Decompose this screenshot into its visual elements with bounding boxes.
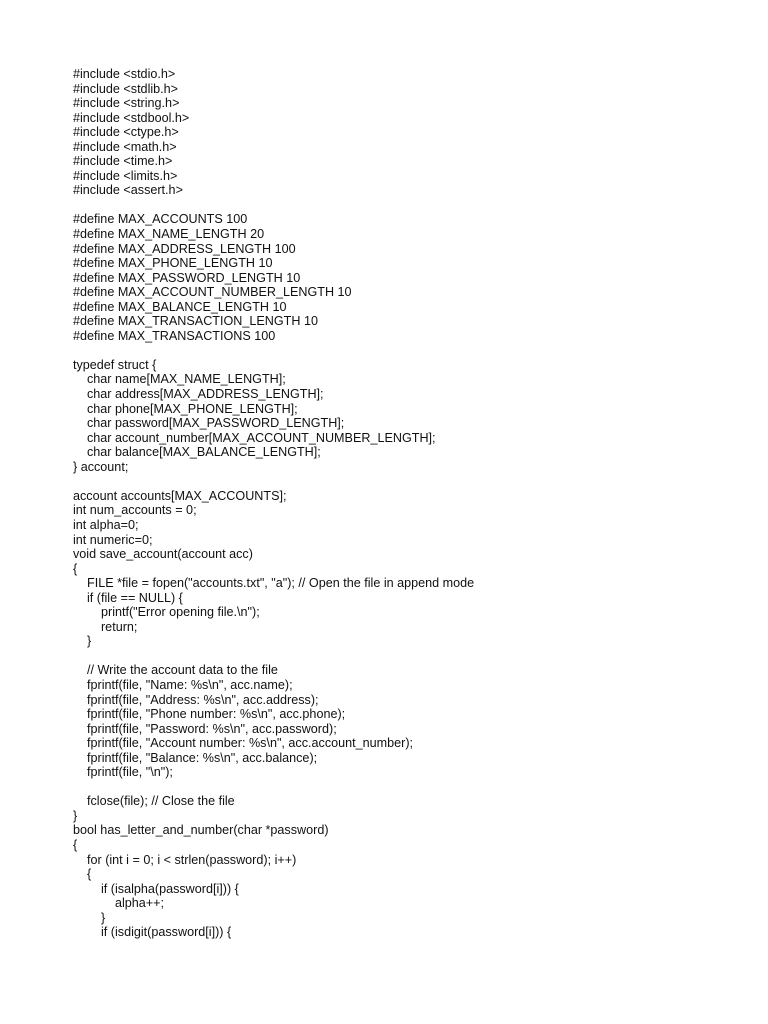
code-line: #define MAX_PASSWORD_LENGTH 10	[73, 270, 301, 285]
code-line: if (isdigit(password[i])) {	[73, 925, 232, 940]
code-line: {	[73, 561, 78, 576]
code-line: // Write the account data to the file	[73, 663, 278, 678]
code-line: }	[73, 910, 106, 925]
code-line: {	[73, 867, 92, 882]
blank-line	[73, 198, 474, 213]
code-line: } account;	[73, 459, 129, 474]
code-line: #define MAX_ADDRESS_LENGTH 100	[73, 241, 296, 256]
code-line: if (file == NULL) {	[73, 590, 183, 605]
code-line: fprintf(file, "Password: %s\n", acc.password);	[73, 721, 337, 736]
code-line: printf("Error opening file.\n");	[73, 605, 260, 620]
code-line: if (isalpha(password[i])) {	[73, 881, 239, 896]
code-line: #include <string.h>	[73, 96, 180, 111]
code-line: bool has_letter_and_number(char *password)	[73, 823, 329, 838]
code-line: return;	[73, 619, 138, 634]
code-line: #include <math.h>	[73, 139, 177, 154]
blank-line	[73, 474, 474, 489]
code-line: fprintf(file, "Account number: %s\n", acc.account_number);	[73, 736, 414, 751]
code-line: account accounts[MAX_ACCOUNTS];	[73, 488, 287, 503]
code-line: #include <stdlib.h>	[73, 81, 179, 96]
code-line: FILE *file = fopen("accounts.txt", "a"); // Open the file in append mode	[73, 576, 475, 591]
code-line: #include <stdbool.h>	[73, 110, 190, 125]
blank-line	[73, 780, 474, 795]
code-line: fprintf(file, "\n");	[73, 765, 173, 780]
code-line: typedef struct {	[73, 357, 157, 372]
code-line: #define MAX_BALANCE_LENGTH 10	[73, 299, 287, 314]
code-line: char address[MAX_ADDRESS_LENGTH];	[73, 387, 324, 402]
code-line: fclose(file); // Close the file	[73, 794, 235, 809]
code-line: #define MAX_ACCOUNTS 100	[73, 212, 248, 227]
code-line: #define MAX_TRANSACTIONS 100	[73, 328, 276, 343]
code-line: #define MAX_TRANSACTION_LENGTH 10	[73, 314, 318, 329]
code-line: #include <ctype.h>	[73, 125, 179, 140]
code-line: #define MAX_ACCOUNT_NUMBER_LENGTH 10	[73, 285, 352, 300]
code-line: fprintf(file, "Address: %s\n", acc.address);	[73, 692, 319, 707]
code-line: fprintf(file, "Phone number: %s\n", acc.phone);	[73, 707, 346, 722]
code-line: fprintf(file, "Balance: %s\n", acc.balance);	[73, 750, 318, 765]
code-line: for (int i = 0; i < strlen(password); i++)	[73, 852, 297, 867]
code-line: alpha++;	[73, 896, 165, 911]
code-line: {	[73, 837, 78, 852]
code-line: #include <stdio.h>	[73, 67, 176, 81]
code-line: #define MAX_NAME_LENGTH 20	[73, 227, 265, 242]
code-line: void save_account(account acc)	[73, 547, 253, 562]
code-line: char password[MAX_PASSWORD_LENGTH];	[73, 416, 345, 431]
code-line: char balance[MAX_BALANCE_LENGTH];	[73, 445, 321, 460]
code-line: }	[73, 808, 78, 823]
code-line: #include <assert.h>	[73, 183, 183, 198]
blank-line	[73, 343, 474, 358]
code-line: }	[73, 634, 92, 649]
code-line: int num_accounts = 0;	[73, 503, 197, 518]
code-line: int numeric=0;	[73, 532, 153, 547]
code-line: #include <limits.h>	[73, 168, 178, 183]
code-listing	[73, 67, 474, 940]
code-line: char account_number[MAX_ACCOUNT_NUMBER_LENGTH];	[73, 430, 436, 445]
blank-line	[73, 649, 474, 664]
code-line: #define MAX_PHONE_LENGTH 10	[73, 256, 273, 271]
code-line: #include <time.h>	[73, 154, 173, 169]
code-line: fprintf(file, "Name: %s\n", acc.name);	[73, 677, 293, 692]
code-line: int alpha=0;	[73, 517, 139, 532]
code-line: char name[MAX_NAME_LENGTH];	[73, 372, 286, 387]
code-line: char phone[MAX_PHONE_LENGTH];	[73, 401, 298, 416]
